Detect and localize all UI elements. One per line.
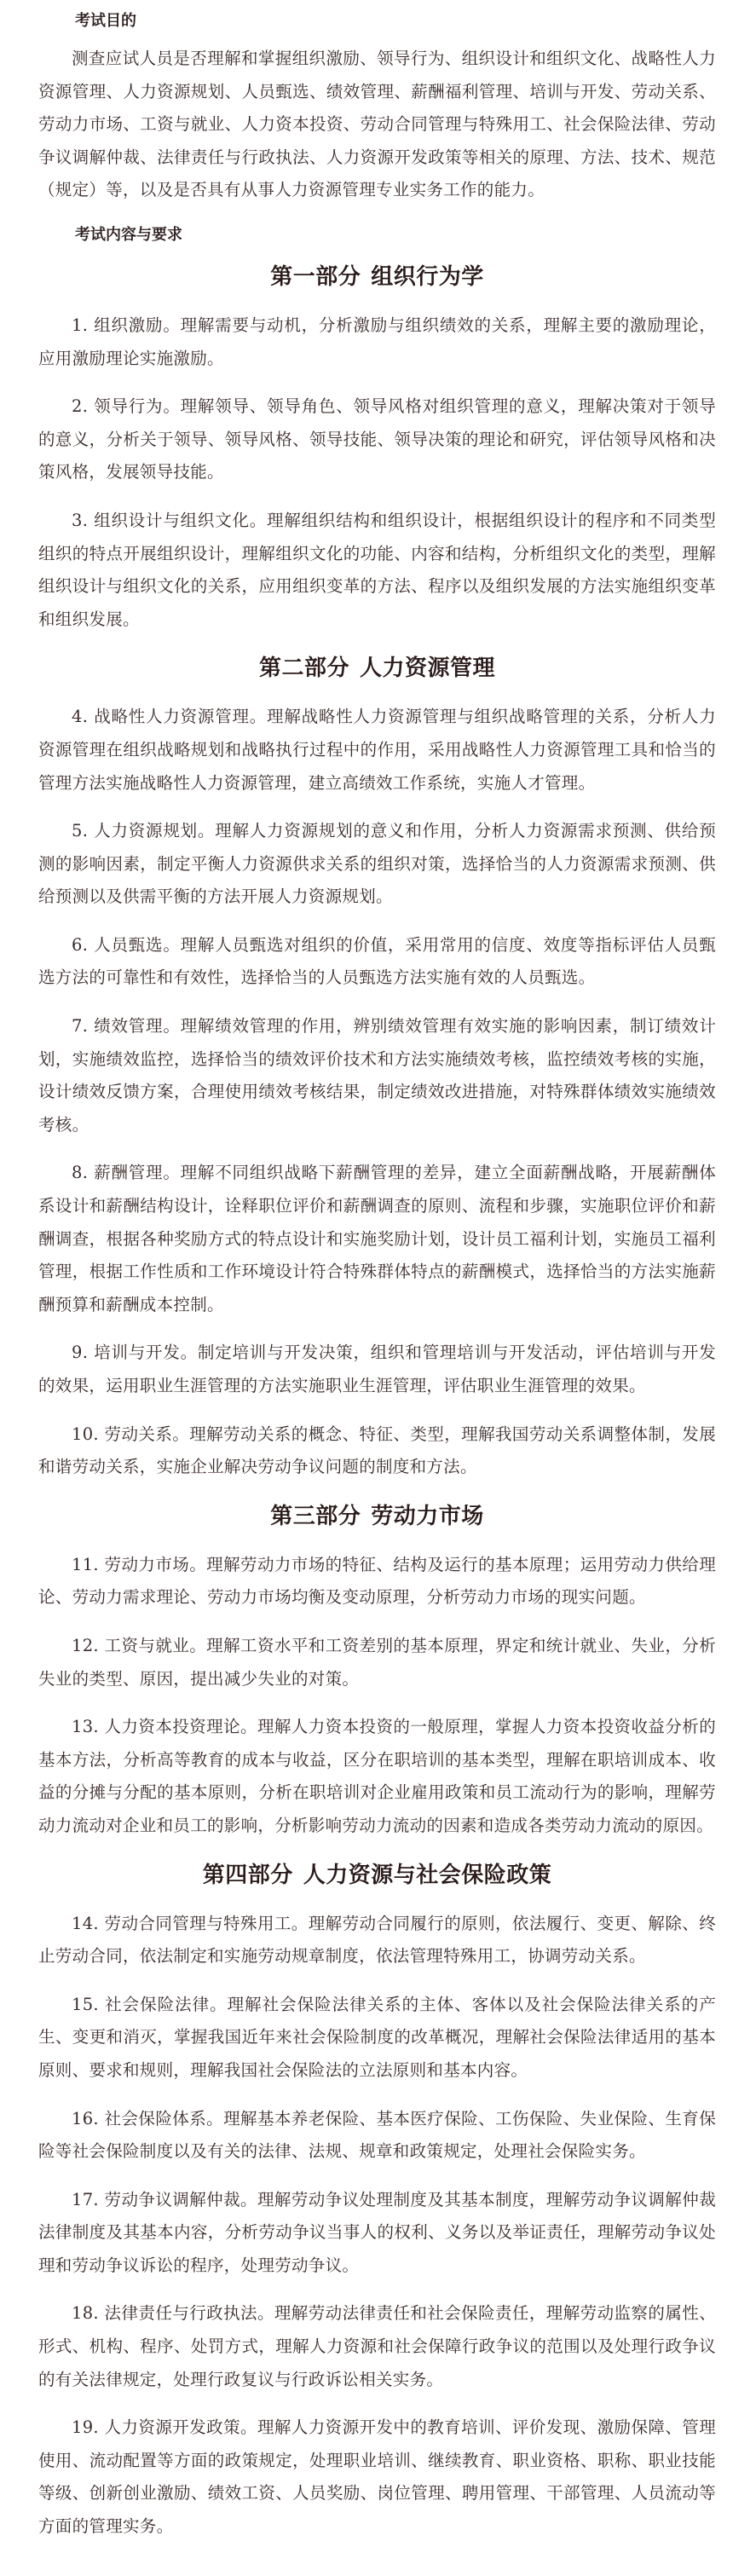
part-4-section: [38, 1858, 716, 2544]
exam-purpose-text: 测查应试人员是否理解和掌握组织激励、领导行为、组织设计和组织文化、战略性人力资源管理、人力资源规划、人员甄选、绩效管理、薪酬福利管理、培训与开发、劳动关系、劳动力市场、工资与就业、人力资本投资、劳动合同管理与特殊用工、社会保险法律、劳动争议调解仲裁、法律责任与行政执法、人力资源开发政策等相关的原理、方法、技术、规范（规定）等，以及是否具有从事人力资源管理专业实务工作的能力。: [38, 49, 716, 200]
requirement-item-19: 19. 人力资源开发政策。理解人力资源开发中的教育培训、评价发现、激励保障、管理使用、流动配置等方面的政策规定，处理职业培训、继续教育、职业资格、职称、职业技能等级、创新创业激励、绩效工资、人员奖励、岗位管理、聘用管理、干部管理、人员流动等方面的管理实务。: [38, 2417, 716, 2537]
requirement-item-16: 16. 社会保险体系。理解基本养老保险、基本医疗保险、工伤保险、失业保险、生育保险等社会保险制度以及有关的法律、法规、规章和政策规定，处理社会保险实务。: [38, 2108, 716, 2162]
part-4-name: 人力资源与社会保险政策: [303, 1862, 552, 1888]
part-4-title: [38, 1858, 716, 1892]
requirement-item-4: 4. 战略性人力资源管理。理解战略性人力资源管理与组织战略管理的关系，分析人力资源管理在组织战略规划和战略执行过程中的作用，采用战略性人力资源管理工具和恰当的管理方法实施战略性人力资源管理，建立高绩效工作系统，实施人才管理。: [38, 707, 716, 793]
part-1-name: 组织行为学: [371, 263, 484, 290]
exam-purpose-heading: 考试目的: [75, 12, 136, 30]
part-4-prefix: 第四部分: [202, 1862, 293, 1888]
part-1-section: [38, 260, 716, 636]
part-3-title: [38, 1499, 716, 1533]
requirement-item-6: 6. 人员甄选。理解人员甄选对组织的价值，采用常用的信度、效度等指标评估人员甄选方法的可靠性和有效性，选择恰当的人员甄选方法实施有效的人员甄选。: [38, 934, 716, 988]
requirement-item-18: 18. 法律责任与行政执法。理解劳动法律责任和社会保险责任，理解劳动监察的属性、形式、机构、程序、处罚方式，理解人力资源和社会保障行政争议的范围以及处理行政争议的有关法律规定，处理行政复议与行政诉讼相关实务。: [38, 2303, 716, 2389]
exam-content-heading: 考试内容与要求: [75, 225, 182, 244]
requirement-item-9: 9. 培训与开发。制定培训与开发决策，组织和管理培训与开发活动，评估培训与开发的效果，运用职业生涯管理的方法实施职业生涯管理，评估职业生涯管理的效果。: [38, 1343, 716, 1395]
part-2-name: 人力资源管理: [360, 656, 496, 682]
requirement-item-2: 2. 领导行为。理解领导、领导角色、领导风格对组织管理的意义，理解决策对于领导的意义，分析关于领导、领导风格、领导技能、领导决策的理论和研究，评估领导风格和决策风格，发展领导技能。: [38, 396, 716, 482]
requirement-item-13: 13. 人力资本投资理论。理解人力资本投资的一般原理，掌握人力资本投资收益分析的基本方法，分析高等教育的成本与收益，区分在职培训的基本类型，理解在职培训成本、收益的分摊与分配的基本原则，分析在职培训对企业雇用政策和员工流动行为的影响，理解劳动力流动对企业和员工的影响，分析影响劳动力流动的因素和造成各类劳动力流动的原因。: [38, 1717, 716, 1835]
requirement-item-7: 7. 绩效管理。理解绩效管理的作用，辨别绩效管理有效实施的影响因素，制订绩效计划，实施绩效监控，选择恰当的绩效评价技术和方法实施绩效考核，监控绩效考核的实施，设计绩效反馈方案，合理使用绩效考核结果，制定绩效改进措施，对特殊群体绩效实施绩效考核。: [38, 1016, 716, 1135]
part-3-name: 劳动力市场: [371, 1503, 484, 1529]
part-3-prefix: 第三部分: [270, 1503, 361, 1529]
requirement-item-1: 1. 组织激励。理解需要与动机，分析激励与组织绩效的关系，理解主要的激励理论，应用激励理论实施激励。: [38, 315, 716, 368]
part-3-section: [38, 1499, 716, 1843]
requirement-item-8: 8. 薪酬管理。理解不同组织战略下薪酬管理的差异，建立全面薪酬战略，开展薪酬体系设计和薪酬结构设计，诠释职位评价和薪酬调查的原则、流程和步骤，实施职位评价和薪酬调查，根据各种奖励方式的特点设计和实施奖励计划，设计员工福利计划，实施员工福利管理，根据工作性质和工作环境设计符合特殊群体特点的薪酬模式，选择恰当的方法实施薪酬预算和薪酬成本控制。: [38, 1163, 716, 1314]
part-2-section: [38, 651, 716, 1483]
requirement-item-11: 11. 劳动力市场。理解劳动力市场的特征、结构及运行的基本原理；运用劳动力供给理论、劳动力需求理论、劳动力市场均衡及变动原理，分析劳动力市场的现实问题。: [38, 1554, 716, 1608]
requirement-item-10: 10. 劳动关系。理解劳动关系的概念、特征、类型，理解我国劳动关系调整体制，发展和谐劳动关系，实施企业解决劳动争议问题的制度和方法。: [38, 1424, 716, 1477]
requirement-item-15: 15. 社会保险法律。理解社会保险法律关系的主体、客体以及社会保险法律关系的产生、变更和消灭，掌握我国近年来社会保险制度的改革概况，理解社会保险法律适用的基本原则、要求和规则，理解我国社会保险法的立法原则和基本内容。: [38, 1994, 716, 2080]
requirement-item-14: 14. 劳动合同管理与特殊用工。理解劳动合同履行的原则，依法履行、变更、解除、终止劳动合同，依法制定和实施劳动规章制度，依法管理特殊用工，协调劳动关系。: [38, 1913, 716, 1967]
requirement-item-5: 5. 人力资源规划。理解人力资源规划的意义和作用，分析人力资源需求预测、供给预测的影响因素，制定平衡人力资源供求关系的组织对策，选择恰当的人力资源需求预测、供给预测以及供需平衡的方法开展人力资源规划。: [38, 821, 716, 907]
part-2-title: [38, 651, 716, 685]
requirement-item-17: 17. 劳动争议调解仲裁。理解劳动争议处理制度及其基本制度，理解劳动争议调解仲裁法律制度及其基本内容，分析劳动争议当事人的权利、义务以及举证责任，理解劳动争议处理和劳动争议诉讼的程序，处理劳动争议。: [38, 2189, 716, 2275]
requirement-item-12: 12. 工资与就业。理解工资水平和工资差别的基本原理，界定和统计就业、失业，分析失业的类型、原因，提出减少失业的对策。: [38, 1635, 716, 1689]
requirement-item-3: 3. 组织设计与组织文化。理解组织结构和组织设计，根据组织设计的程序和不同类型组织的特点开展组织设计，理解组织文化的功能、内容和结构，分析组织文化的类型，理解组织设计与组织文化的关系，应用组织变革的方法、程序以及组织发展的方法实施组织变革和组织发展。: [38, 510, 716, 629]
part-2-prefix: 第二部分: [258, 656, 349, 682]
part-1-prefix: 第一部分: [270, 263, 361, 290]
part-1-title: [38, 260, 716, 294]
